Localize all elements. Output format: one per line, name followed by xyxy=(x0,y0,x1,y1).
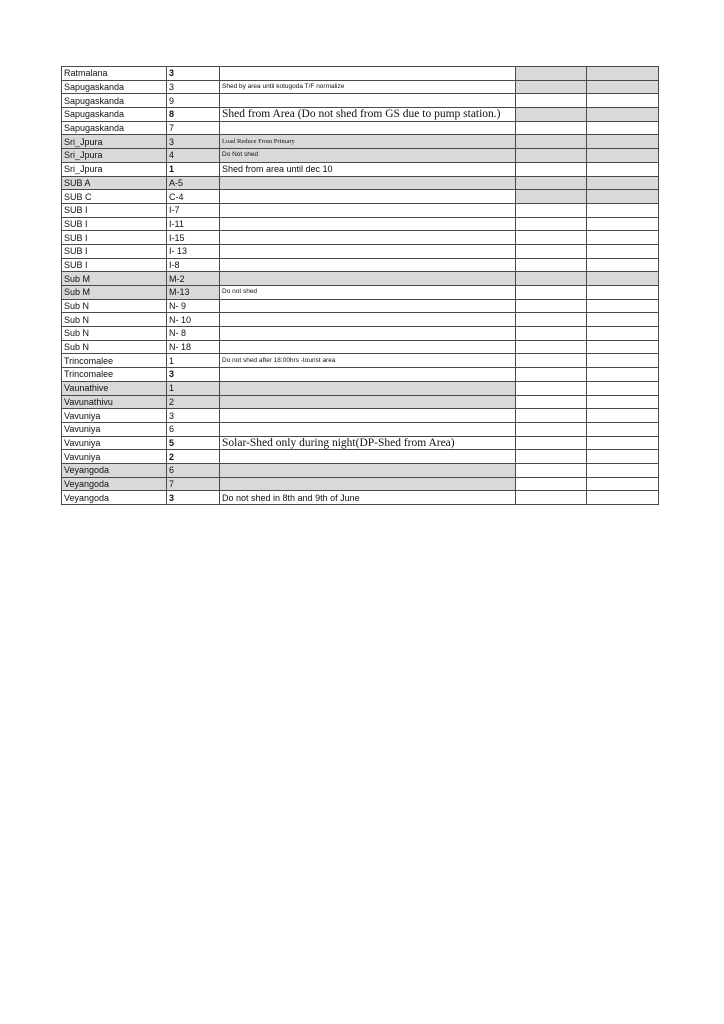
group-cell[interactable]: 3 xyxy=(167,409,220,423)
group-cell[interactable]: I-8 xyxy=(167,258,220,272)
table-row xyxy=(62,149,659,163)
group-cell[interactable]: 8 xyxy=(167,108,220,122)
location-cell[interactable]: Sri_Jpura xyxy=(62,149,167,163)
table-row xyxy=(62,436,659,450)
extra-cell[interactable] xyxy=(516,217,587,231)
group-cell[interactable]: 3 xyxy=(167,135,220,149)
extra-cell[interactable] xyxy=(587,244,659,258)
extra-cell[interactable] xyxy=(516,272,587,286)
location-cell[interactable]: SUB I xyxy=(62,217,167,231)
group-cell[interactable]: M-13 xyxy=(167,286,220,300)
location-cell[interactable]: Sapugaskanda xyxy=(62,94,167,108)
extra-cell[interactable] xyxy=(516,368,587,382)
remark-cell[interactable] xyxy=(220,67,516,81)
remark-cell[interactable] xyxy=(220,258,516,272)
group-cell[interactable]: 3 xyxy=(167,80,220,94)
remark-cell[interactable]: Shed by area until kotugoda T/F normalize xyxy=(220,80,516,94)
location-cell[interactable]: Vavuniya xyxy=(62,422,167,436)
extra-cell[interactable] xyxy=(587,272,659,286)
remark-cell[interactable] xyxy=(220,176,516,190)
extra-cell[interactable] xyxy=(587,450,659,464)
group-cell[interactable]: 5 xyxy=(167,436,220,450)
extra-cell[interactable] xyxy=(516,203,587,217)
location-cell[interactable]: Veyangoda xyxy=(62,491,167,505)
location-cell[interactable]: Sapugaskanda xyxy=(62,121,167,135)
extra-cell[interactable] xyxy=(587,340,659,354)
group-cell[interactable]: 6 xyxy=(167,422,220,436)
location-cell[interactable]: SUB I xyxy=(62,258,167,272)
group-cell[interactable]: 3 xyxy=(167,491,220,505)
extra-cell[interactable] xyxy=(516,244,587,258)
remark-cell[interactable]: Do not shed xyxy=(220,286,516,300)
group-cell[interactable]: C-4 xyxy=(167,190,220,204)
table-row xyxy=(62,121,659,135)
location-cell[interactable]: Veyangoda xyxy=(62,463,167,477)
extra-cell[interactable] xyxy=(587,477,659,491)
group-cell[interactable]: 2 xyxy=(167,395,220,409)
extra-cell[interactable] xyxy=(516,121,587,135)
location-cell[interactable]: Trincomalee xyxy=(62,368,167,382)
extra-cell[interactable] xyxy=(516,313,587,327)
extra-cell[interactable] xyxy=(516,395,587,409)
table-row xyxy=(62,258,659,272)
table-row xyxy=(62,80,659,94)
table-row xyxy=(62,108,659,122)
location-cell[interactable]: Sub M xyxy=(62,272,167,286)
location-cell[interactable]: Sub N xyxy=(62,299,167,313)
extra-cell[interactable] xyxy=(587,436,659,450)
extra-cell[interactable] xyxy=(516,340,587,354)
location-cell[interactable]: Vaunathive xyxy=(62,381,167,395)
group-cell[interactable]: N- 18 xyxy=(167,340,220,354)
extra-cell[interactable] xyxy=(516,327,587,341)
group-cell[interactable]: N- 10 xyxy=(167,313,220,327)
location-cell[interactable]: Veyangoda xyxy=(62,477,167,491)
extra-cell[interactable] xyxy=(516,409,587,423)
group-cell[interactable]: 3 xyxy=(167,67,220,81)
table-row xyxy=(62,299,659,313)
remark-cell[interactable]: Load Reduce From Primary xyxy=(220,135,516,149)
extra-cell[interactable] xyxy=(587,190,659,204)
extra-cell[interactable] xyxy=(516,231,587,245)
group-cell[interactable]: N- 8 xyxy=(167,327,220,341)
group-cell[interactable]: I-7 xyxy=(167,203,220,217)
extra-cell[interactable] xyxy=(516,176,587,190)
location-cell[interactable]: SUB I xyxy=(62,203,167,217)
group-cell[interactable]: I-15 xyxy=(167,231,220,245)
table-row xyxy=(62,491,659,505)
extra-cell[interactable] xyxy=(587,368,659,382)
location-cell[interactable]: Trincomalee xyxy=(62,354,167,368)
extra-cell[interactable] xyxy=(587,354,659,368)
extra-cell[interactable] xyxy=(516,94,587,108)
location-cell[interactable]: Sri_Jpura xyxy=(62,135,167,149)
group-cell[interactable]: 1 xyxy=(167,381,220,395)
remark-cell[interactable] xyxy=(220,381,516,395)
location-cell[interactable]: Vavuniya xyxy=(62,450,167,464)
load-shedding-table xyxy=(61,66,659,505)
extra-cell[interactable] xyxy=(516,450,587,464)
table-row xyxy=(62,67,659,81)
location-cell[interactable]: Sub N xyxy=(62,340,167,354)
extra-cell[interactable] xyxy=(516,299,587,313)
location-cell[interactable]: Vavuniya xyxy=(62,436,167,450)
extra-cell[interactable] xyxy=(587,121,659,135)
group-cell[interactable]: 6 xyxy=(167,463,220,477)
remark-cell[interactable] xyxy=(220,299,516,313)
location-cell[interactable]: SUB C xyxy=(62,190,167,204)
group-cell[interactable]: 7 xyxy=(167,121,220,135)
table-row xyxy=(62,395,659,409)
extra-cell[interactable] xyxy=(587,203,659,217)
extra-cell[interactable] xyxy=(587,381,659,395)
location-cell[interactable]: Sub M xyxy=(62,286,167,300)
location-cell[interactable]: Sub N xyxy=(62,327,167,341)
extra-cell[interactable] xyxy=(516,258,587,272)
remark-cell[interactable] xyxy=(220,327,516,341)
remark-cell[interactable] xyxy=(220,244,516,258)
extra-cell[interactable] xyxy=(587,327,659,341)
table-row xyxy=(62,135,659,149)
remark-cell[interactable] xyxy=(220,450,516,464)
location-cell[interactable]: SUB A xyxy=(62,176,167,190)
group-cell[interactable]: 9 xyxy=(167,94,220,108)
extra-cell[interactable] xyxy=(587,108,659,122)
remark-cell[interactable]: Do not shed in 8th and 9th of June xyxy=(220,491,516,505)
remark-cell[interactable] xyxy=(220,477,516,491)
table-row xyxy=(62,354,659,368)
table-row xyxy=(62,450,659,464)
group-cell[interactable]: 1 xyxy=(167,162,220,176)
table-row xyxy=(62,286,659,300)
extra-cell[interactable] xyxy=(516,135,587,149)
location-cell[interactable]: Sapugaskanda xyxy=(62,108,167,122)
extra-cell[interactable] xyxy=(587,162,659,176)
extra-cell[interactable] xyxy=(587,258,659,272)
table-row xyxy=(62,313,659,327)
table-row xyxy=(62,368,659,382)
location-cell[interactable]: Vavunathivu xyxy=(62,395,167,409)
table-row xyxy=(62,217,659,231)
group-cell[interactable]: 7 xyxy=(167,477,220,491)
extra-cell[interactable] xyxy=(516,286,587,300)
extra-cell[interactable] xyxy=(516,162,587,176)
remark-cell[interactable]: Shed from Area (Do not shed from GS due to pump station.) xyxy=(220,108,516,122)
extra-cell[interactable] xyxy=(516,67,587,81)
table-row xyxy=(62,94,659,108)
extra-cell[interactable] xyxy=(587,313,659,327)
table-row xyxy=(62,231,659,245)
extra-cell[interactable] xyxy=(516,108,587,122)
extra-cell[interactable] xyxy=(587,94,659,108)
remark-cell[interactable] xyxy=(220,217,516,231)
extra-cell[interactable] xyxy=(587,299,659,313)
location-cell[interactable]: Sub N xyxy=(62,313,167,327)
remark-cell[interactable] xyxy=(220,409,516,423)
remark-cell[interactable] xyxy=(220,94,516,108)
remark-cell[interactable] xyxy=(220,190,516,204)
extra-cell[interactable] xyxy=(587,149,659,163)
remark-cell[interactable]: Shed from area until dec 10 xyxy=(220,162,516,176)
table-row xyxy=(62,327,659,341)
table-row xyxy=(62,463,659,477)
remark-cell[interactable] xyxy=(220,313,516,327)
extra-cell[interactable] xyxy=(587,67,659,81)
group-cell[interactable]: I-11 xyxy=(167,217,220,231)
extra-cell[interactable] xyxy=(516,80,587,94)
extra-cell[interactable] xyxy=(587,231,659,245)
location-cell[interactable]: Sri_Jpura xyxy=(62,162,167,176)
extra-cell[interactable] xyxy=(587,135,659,149)
remark-cell[interactable] xyxy=(220,368,516,382)
group-cell[interactable]: N- 9 xyxy=(167,299,220,313)
location-cell[interactable]: Sapugaskanda xyxy=(62,80,167,94)
group-cell[interactable]: I- 13 xyxy=(167,244,220,258)
group-cell[interactable]: 3 xyxy=(167,368,220,382)
extra-cell[interactable] xyxy=(516,354,587,368)
extra-cell[interactable] xyxy=(516,149,587,163)
extra-cell[interactable] xyxy=(587,409,659,423)
remark-cell[interactable] xyxy=(220,395,516,409)
extra-cell[interactable] xyxy=(587,491,659,505)
extra-cell[interactable] xyxy=(516,422,587,436)
table-row xyxy=(62,190,659,204)
table-row xyxy=(62,272,659,286)
table-row xyxy=(62,340,659,354)
location-cell[interactable]: SUB I xyxy=(62,231,167,245)
table-row xyxy=(62,162,659,176)
table-row xyxy=(62,381,659,395)
table-body xyxy=(62,67,659,505)
extra-cell[interactable] xyxy=(587,176,659,190)
extra-cell[interactable] xyxy=(516,463,587,477)
table-row xyxy=(62,203,659,217)
table-row xyxy=(62,477,659,491)
group-cell[interactable]: 2 xyxy=(167,450,220,464)
group-cell[interactable]: 4 xyxy=(167,149,220,163)
extra-cell[interactable] xyxy=(587,422,659,436)
group-cell[interactable]: A-5 xyxy=(167,176,220,190)
extra-cell[interactable] xyxy=(516,436,587,450)
location-cell[interactable]: Ratmalana xyxy=(62,67,167,81)
extra-cell[interactable] xyxy=(516,190,587,204)
table-row xyxy=(62,422,659,436)
remark-cell[interactable] xyxy=(220,463,516,477)
remark-cell[interactable] xyxy=(220,422,516,436)
remark-cell[interactable] xyxy=(220,340,516,354)
table-row xyxy=(62,409,659,423)
remark-cell[interactable] xyxy=(220,121,516,135)
remark-cell[interactable] xyxy=(220,203,516,217)
extra-cell[interactable] xyxy=(587,286,659,300)
extra-cell[interactable] xyxy=(516,477,587,491)
location-cell[interactable]: SUB I xyxy=(62,244,167,258)
group-cell[interactable]: M-2 xyxy=(167,272,220,286)
remark-cell[interactable]: Do not shed after 18:00hrs -tourist area xyxy=(220,354,516,368)
remark-cell[interactable] xyxy=(220,231,516,245)
extra-cell[interactable] xyxy=(587,395,659,409)
location-cell[interactable]: Vavuniya xyxy=(62,409,167,423)
extra-cell[interactable] xyxy=(516,491,587,505)
table-row xyxy=(62,244,659,258)
extra-cell[interactable] xyxy=(587,463,659,477)
extra-cell[interactable] xyxy=(516,381,587,395)
extra-cell[interactable] xyxy=(587,217,659,231)
extra-cell[interactable] xyxy=(587,80,659,94)
group-cell[interactable]: 1 xyxy=(167,354,220,368)
remark-cell[interactable] xyxy=(220,272,516,286)
table-row xyxy=(62,176,659,190)
remark-cell[interactable]: Solar-Shed only during night(DP-Shed from Area) xyxy=(220,436,516,450)
remark-cell[interactable]: Do Not shed xyxy=(220,149,516,163)
